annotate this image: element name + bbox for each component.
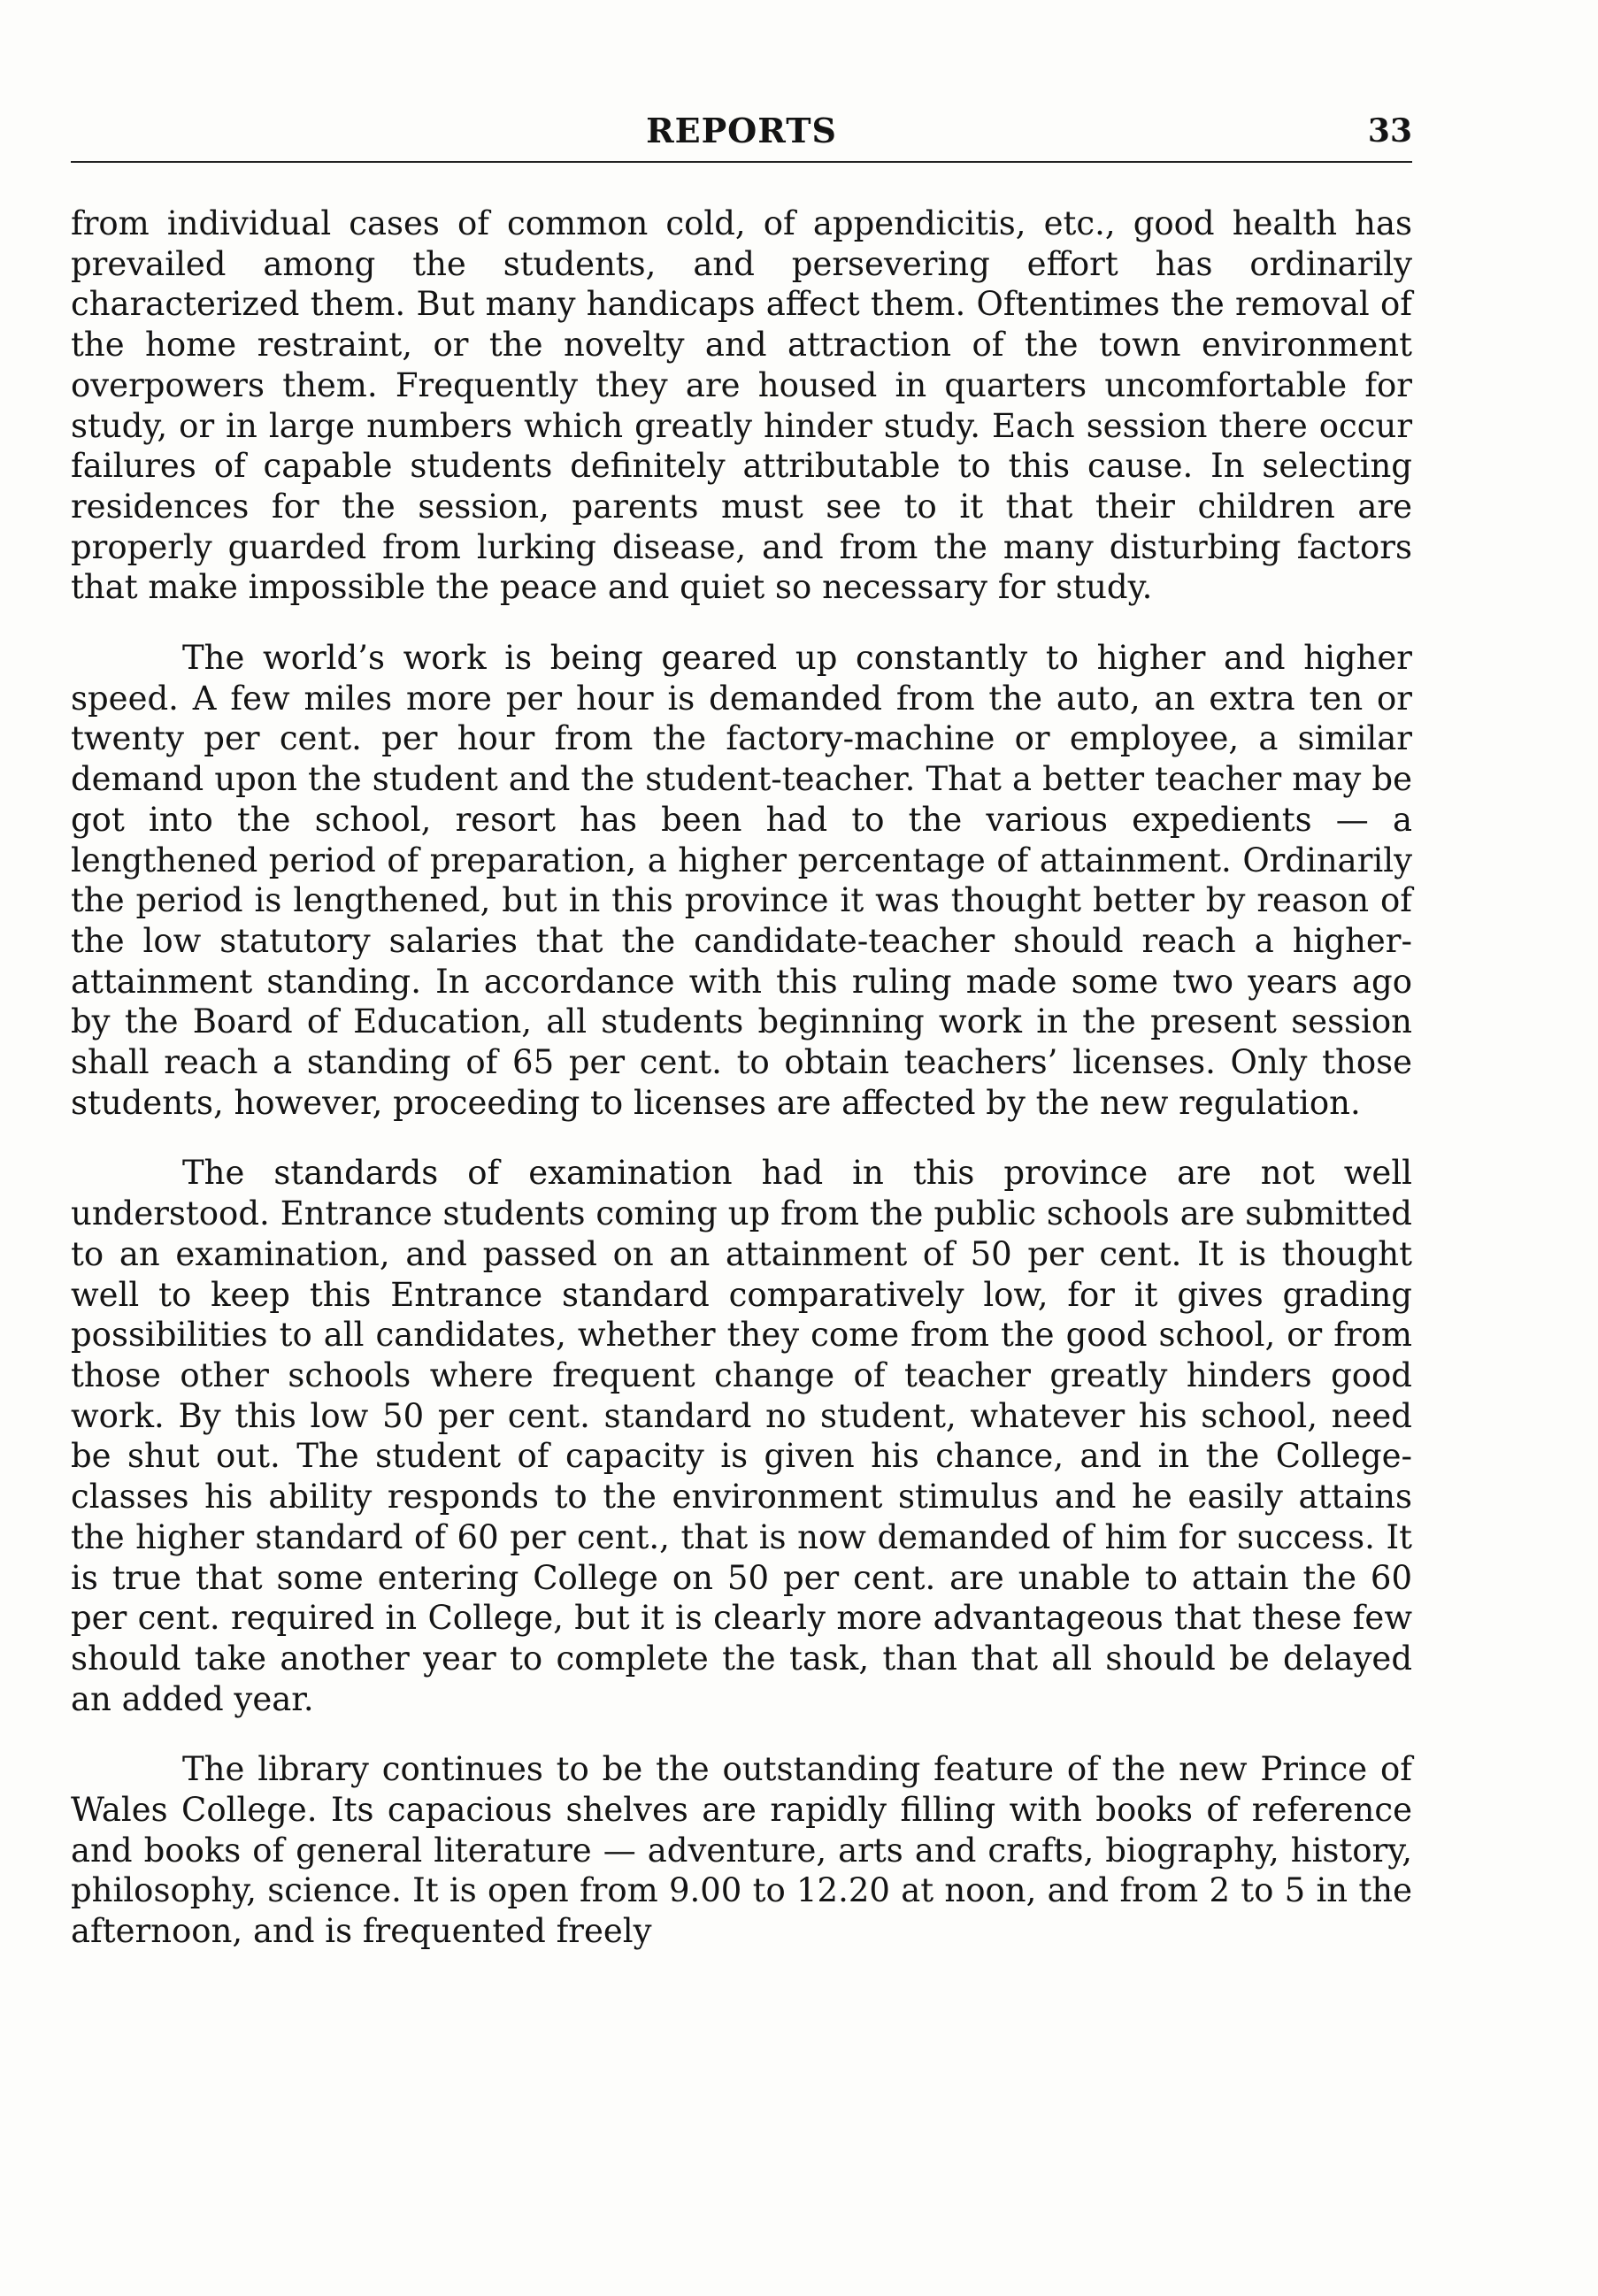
paragraph-teacher-standards: The world’s work is being geared up constantly to higher and higher speed. A few miles more per hour is demanded from the auto, an extra ten or twenty per cent. per hour from the factory-machine or employee, a similar demand upon the student and the student-teacher. That a better teacher may be got into the school, resort has been had to the various expedients — a lengthened period of preparation, a higher percentage of attainment. Ordinarily the period is lengthened, but in this province it was thought better by reason of the low statutory salaries that the candidate-teacher should reach a higher-attainment standing. In accordance with this ruling made some two years ago by the Board of Education, all students beginning work in the present session shall reach a standing of 65 per cent. to obtain teachers’ licenses. Only those students, however, proceeding to licenses are affected by the new regulation. [71,639,1412,1122]
page-number: 33 [1367,112,1412,150]
running-title: REPORTS [646,111,837,150]
paragraph-library: The library continues to be the outstanding feature of the new Prince of Wales College. Its capacious shelves are rapidly filling with books of reference and books of general literature — adventure, arts and crafts, biography, history, philosophy, science. It is open from 9.00 to 12.20 at noon, and from 2 to 5 in the afternoon, and is frequented freely [71,1750,1412,1951]
header-rule [71,161,1412,163]
paragraph-examination-standards: The standards of examination had in this province are not well understood. Entrance students coming up from the public schools are submitted to an examination, and passed on an attainment of 50 per cent. It is thought well to keep this Entrance standard comparatively low, for it gives grading possibilities to all candidates, whether they come from the good school, or from those other schools where frequent change of teacher greatly hinders good work. By this low 50 per cent. standard no student, whatever his school, need be shut out. The student of capacity is given his chance, and in the College-classes his ability responds to the environment stimulus and he easily attains the higher standard of 60 per cent., that is now demanded of him for success. It is true that some entering College on 50 per cent. are unable to attain the 60 per cent. required in College, but it is clearly more advantageous that these few should take another year to complete the task, than that all should be delayed an added year. [71,1154,1412,1718]
body-text [71,203,1412,1982]
paragraph-continuation: from individual cases of common cold, of appendicitis, etc., good health has prevailed among the students, and persevering effort has ordinarily characterized them. But many handicaps affect them. Oftentimes the removal of the home restraint, or the novelty and attraction of the town environment overpowers them. Frequently they are housed in quarters uncomfortable for study, or in large numbers which greatly hinder study. Each session there occur failures of capable students definitely attributable to this cause. In selecting residences for the session, parents must see to it that their children are properly guarded from lurking disease, and from the many disturbing factors that make impossible the peace and quiet so necessary for study. [71,204,1412,607]
running-head [71,104,1412,157]
